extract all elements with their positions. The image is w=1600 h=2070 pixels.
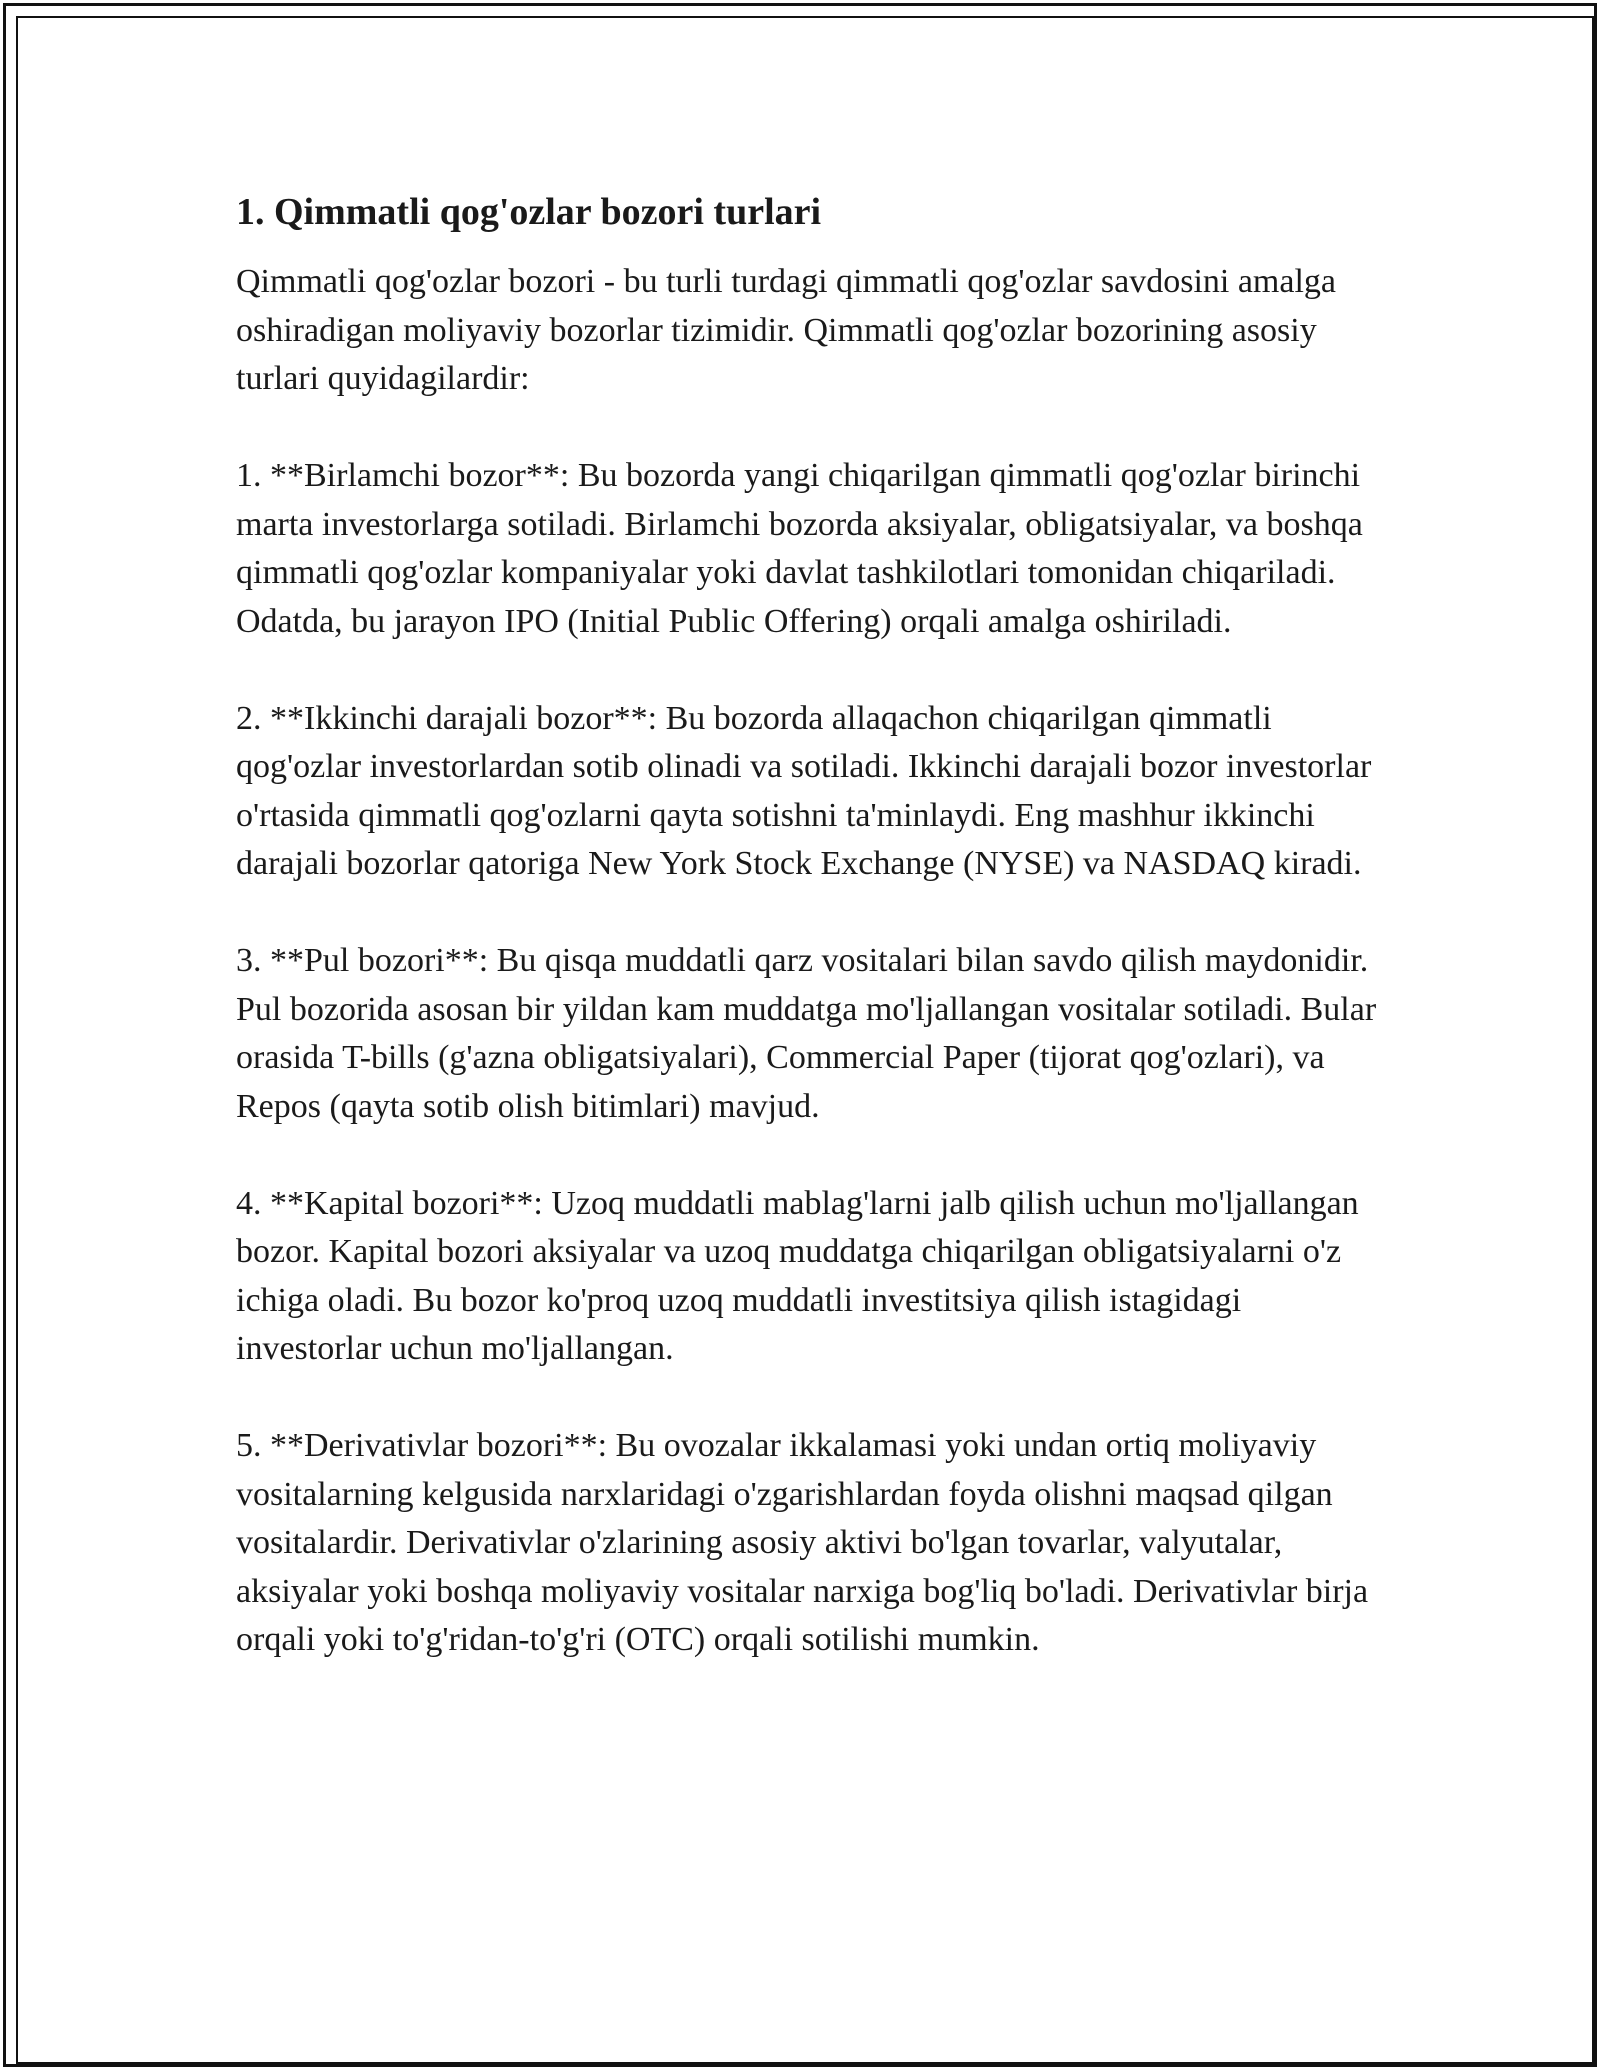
paragraph-derivatives-market: 5. **Derivativlar bozori**: Bu ovozalar ikkalamasi yoki undan ortiq moliyaviy vositalarning kelgusida narxlaridagi o'zgarishlardan foyda olishni maqsad qilgan vositalardir. Derivativlar o'zlarining asosiy aktivi bo'lgan tovarlar, valyutalar, aksiyalar yoki boshqa moliyaviy vositalar narxiga bog'liq bo'ladi. Derivativlar birja orqali yoki to'g'ridan-to'g'ri (OTC) orqali sotilishi mumkin.: [236, 1427, 1369, 1658]
document-title: 1. Qimmatli qog'ozlar bozori turlari: [236, 191, 822, 233]
intro-paragraph: Qimmatli qog'ozlar bozori - bu turli turdagi qimmatli qog'ozlar savdosini amalga oshiradigan moliyaviy bozorlar tizimidir. Qimmatli qog'ozlar bozorining asosiy turlari quyidagilardir:: [236, 263, 1337, 397]
paragraph-capital-market: 4. **Kapital bozori**: Uzoq muddatli mablag'larni jalb qilish uchun mo'ljallangan bozor. Kapital bozori aksiyalar va uzoq muddatga chiqarilgan obligatsiyalarni o'z ichiga oladi. Bu bozor ko'proq uzoq muddatli investitsiya qilish istagidagi investorlar uchun mo'ljallangan.: [236, 1184, 1359, 1367]
paragraph-money-market: 3. **Pul bozori**: Bu qisqa muddatli qarz vositalari bilan savdo qilish maydonidir. Pul bozorida asosan bir yildan kam muddatga mo'ljallangan vositalar sotiladi. Bular orasida T-bills (g'azna obligatsiyalari), Commercial Paper (tijorat qog'ozlari), va Repos (qayta sotib olish bitimlari) mavjud.: [236, 942, 1377, 1125]
paragraph-primary-market: 1. **Birlamchi bozor**: Bu bozorda yangi chiqarilgan qimmatli qog'ozlar birinchi marta investorlarga sotiladi. Birlamchi bozorda aksiyalar, obligatsiyalar, va boshqa qimmatli qog'ozlar kompaniyalar yoki davlat tashkilotlari tomonidan chiqariladi. Odatda, bu jarayon IPO (Initial Public Offering) orqali amalga oshiriladi.: [236, 457, 1363, 640]
paragraph-secondary-market: 2. **Ikkinchi darajali bozor**: Bu bozorda allaqachon chiqarilgan qimmatli qog'ozlar investorlardan sotib olinadi va sotiladi. Ikkinchi darajali bozor investorlar o'rtasida qimmatli qog'ozlarni qayta sotishni ta'minlaydi. Eng mashhur ikkinchi darajali bozorlar qatoriga New York Stock Exchange (NYSE) va NASDAQ kiradi.: [236, 699, 1372, 882]
document-body: [236, 186, 1386, 1713]
